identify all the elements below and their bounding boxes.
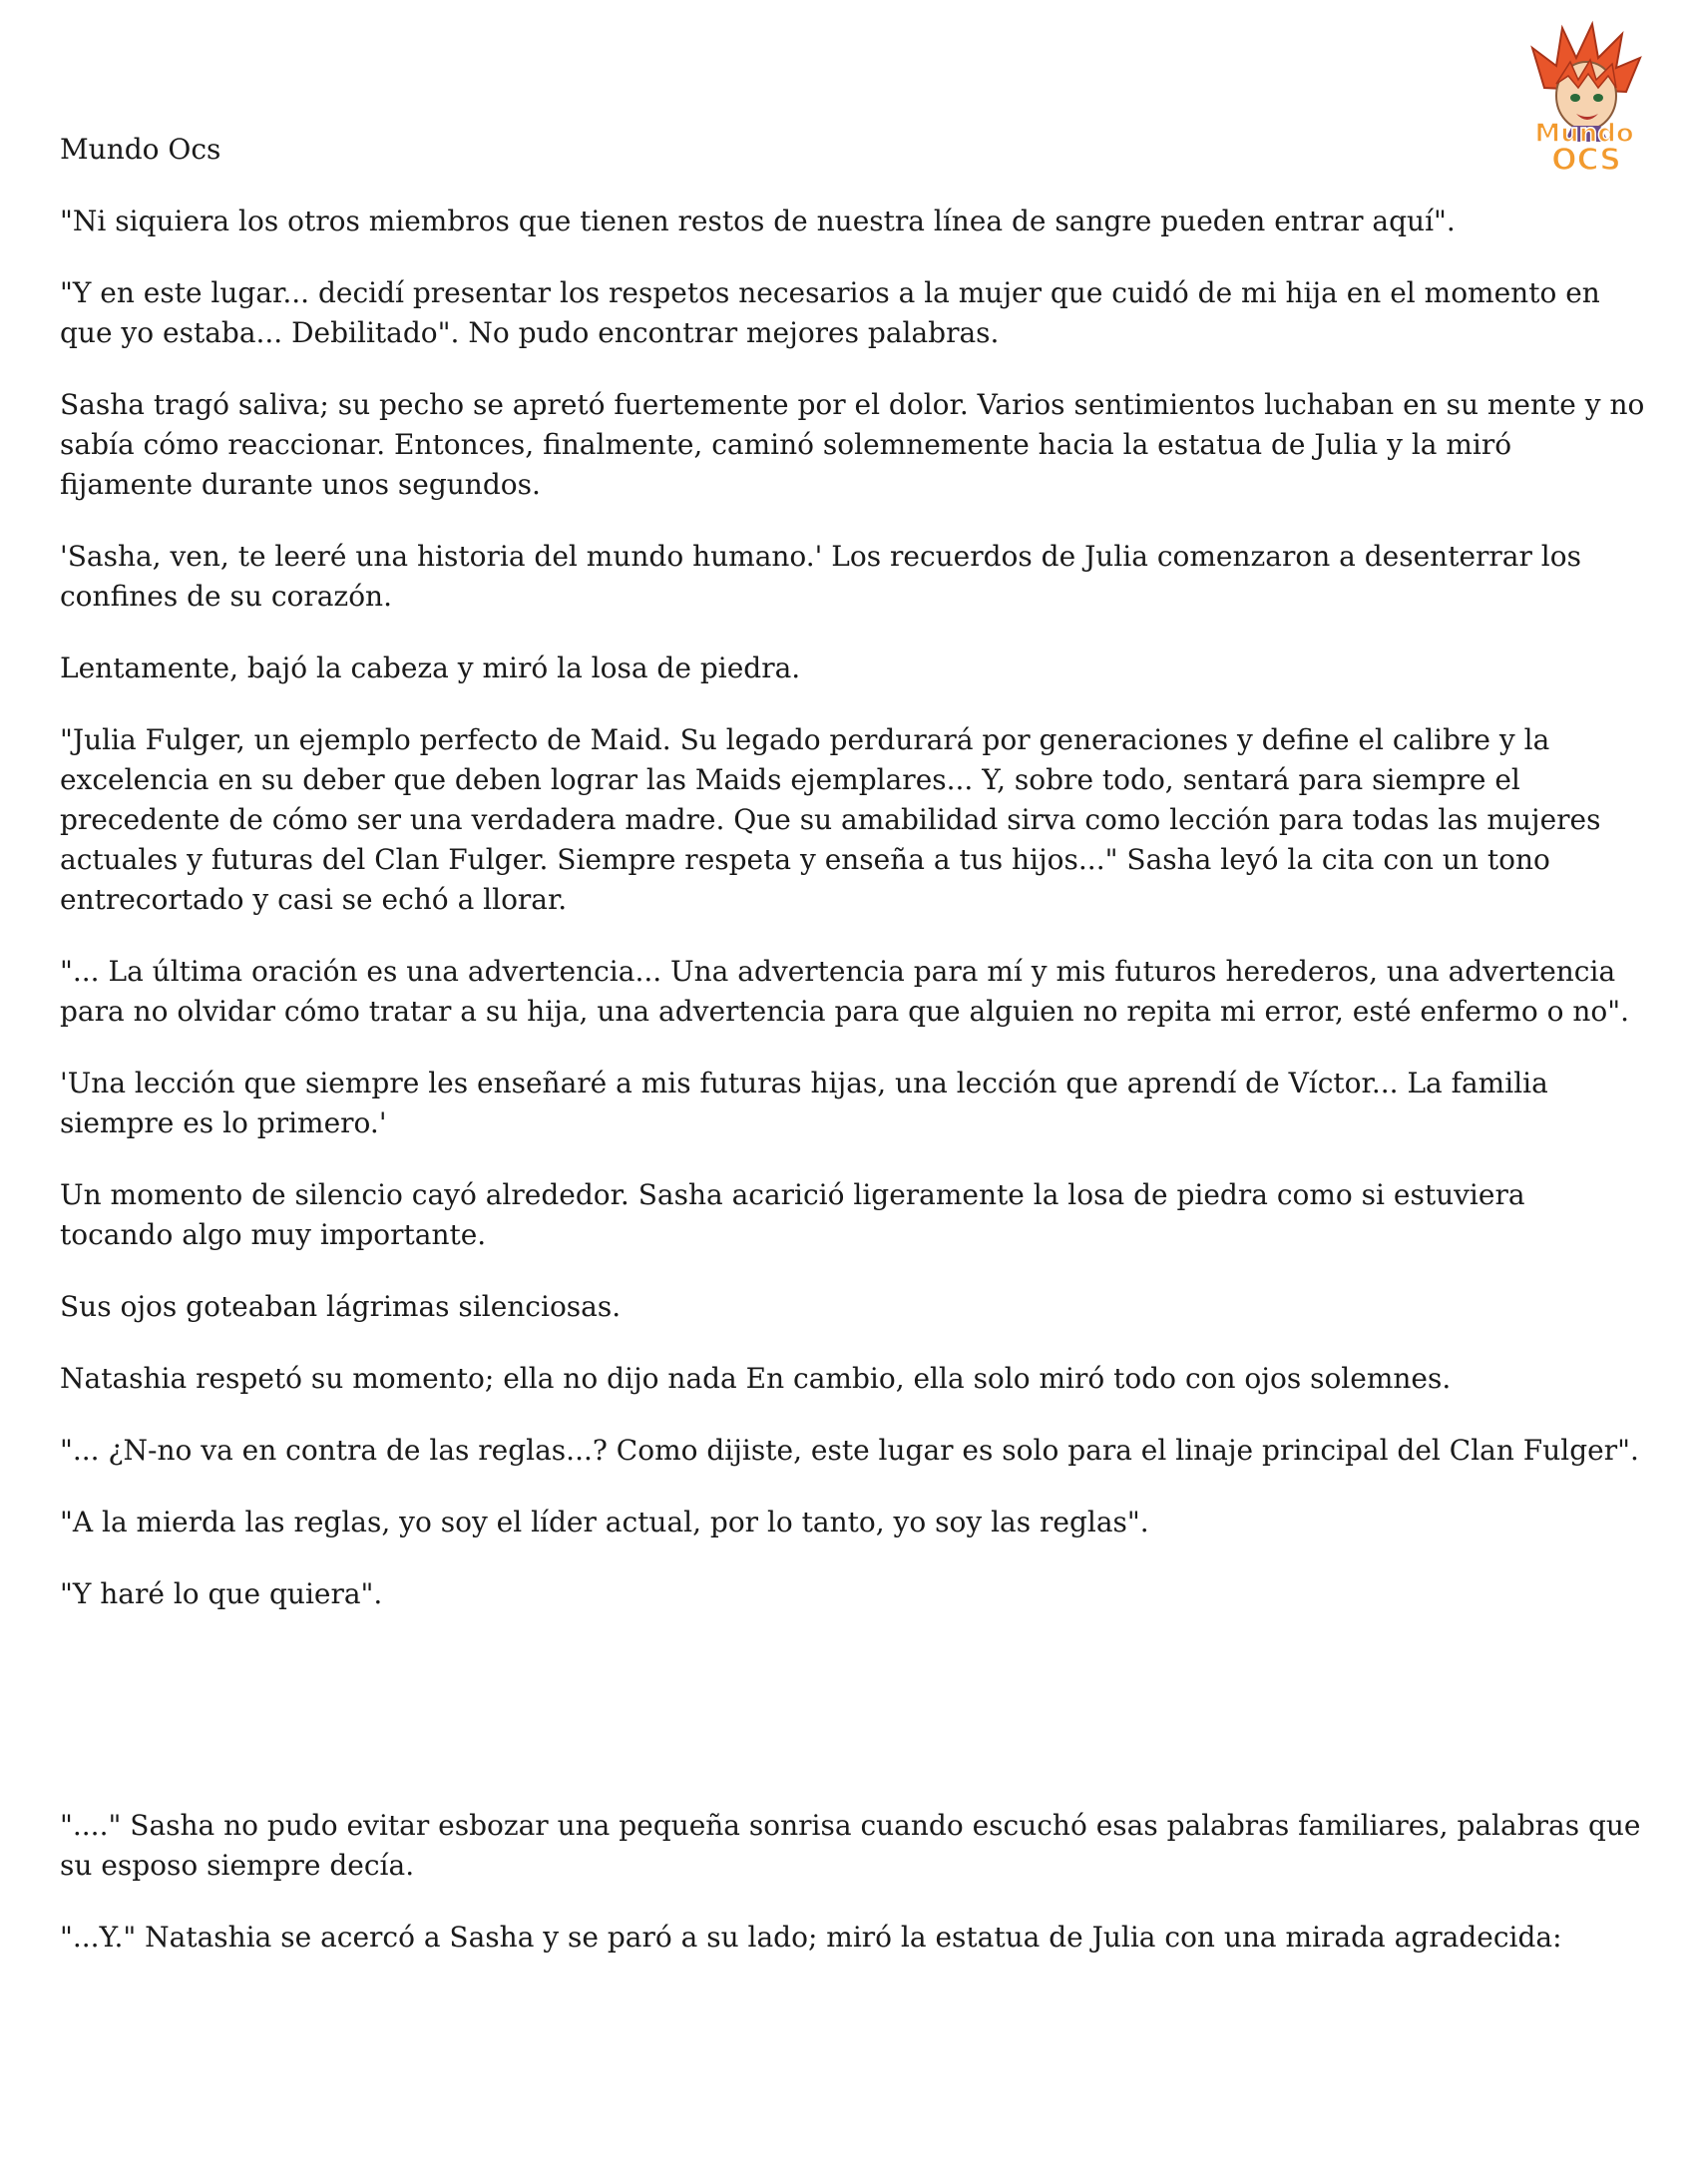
- paragraph: "... La última oración es una advertencia... Una advertencia para mí y mis futuros herederos, una advertencia para no olvidar cómo tratar a su hija, una advertencia para que alguien no repita mi error, esté enfermo o no".: [60, 955, 1630, 1028]
- logo-text-top: Mundo: [1534, 119, 1634, 149]
- paragraph: "...Y." Natashia se acercó a Sasha y se paró a su lado; miró la estatua de Julia con una mirada agradecida:: [60, 1921, 1562, 1954]
- paragraph: Un momento de silencio cayó alrededor. Sasha acarició ligeramente la losa de piedra como si estuviera tocando algo muy importante.: [60, 1178, 1525, 1251]
- paragraph: "...." Sasha no pudo evitar esbozar una pequeña sonrisa cuando escuchó esas palabras familiares, palabras que su esposo siempre decía.: [60, 1809, 1641, 1882]
- paragraph: "Y haré lo que quiera".: [60, 1577, 383, 1610]
- paragraph: "Y en este lugar... decidí presentar los respetos necesarios a la mujer que cuidó de mi hija en el momento en que yo estaba... Debilitado". No pudo encontrar mejores palabras.: [60, 276, 1600, 349]
- paragraph: Sus ojos goteaban lágrimas silenciosas.: [60, 1290, 622, 1323]
- paragraph: Natashia respetó su momento; ella no dijo nada En cambio, ella solo miró todo con ojos solemnes.: [60, 1362, 1452, 1395]
- paragraph: "... ¿N-no va en contra de las reglas...? Como dijiste, este lugar es solo para el linaje principal del Clan Fulger".: [60, 1434, 1639, 1467]
- document-body: [60, 130, 1646, 1989]
- paragraph: "Ni siquiera los otros miembros que tienen restos de nuestra línea de sangre pueden entrar aquí".: [60, 205, 1456, 237]
- document-header: Mundo Ocs: [60, 133, 221, 166]
- logo-text-bottom: OCS: [1551, 143, 1621, 178]
- paragraph: 'Una lección que siempre les enseñaré a mis futuras hijas, una lección que aprendí de Víctor... La familia siempre es lo primero.': [60, 1067, 1548, 1139]
- paragraph: "A la mierda las reglas, yo soy el líder actual, por lo tanto, yo soy las reglas".: [60, 1506, 1149, 1538]
- paragraph: 'Sasha, ven, te leeré una historia del mundo humano.' Los recuerdos de Julia comenzaron a desenterrar los confines de su corazón.: [60, 540, 1581, 613]
- paragraph: Sasha tragó saliva; su pecho se apretó fuertemente por el dolor. Varios sentimientos luchaban en su mente y no sabía cómo reaccionar. Entonces, finalmente, caminó solemnemente hacia la estatua de Julia y la miró fijamente durante unos segundos.: [60, 388, 1645, 501]
- paragraph: "Julia Fulger, un ejemplo perfecto de Maid. Su legado perdurará por generaciones y define el calibre y la excelencia en su deber que deben lograr las Maids ejemplares... Y, sobre todo, sentará para siempre el precedente de cómo ser una verdadera madre. Que su amabilidad sirva como lección para todas las mujeres actuales y futuras del Clan Fulger. Siempre respeta y enseña a tus hijos..." Sasha leyó la cita con un tono entrecortado y casi se echó a llorar.: [60, 723, 1601, 916]
- blank-space: [60, 1646, 1646, 1806]
- paragraph: Lentamente, bajó la cabeza y miró la losa de piedra.: [60, 652, 801, 684]
